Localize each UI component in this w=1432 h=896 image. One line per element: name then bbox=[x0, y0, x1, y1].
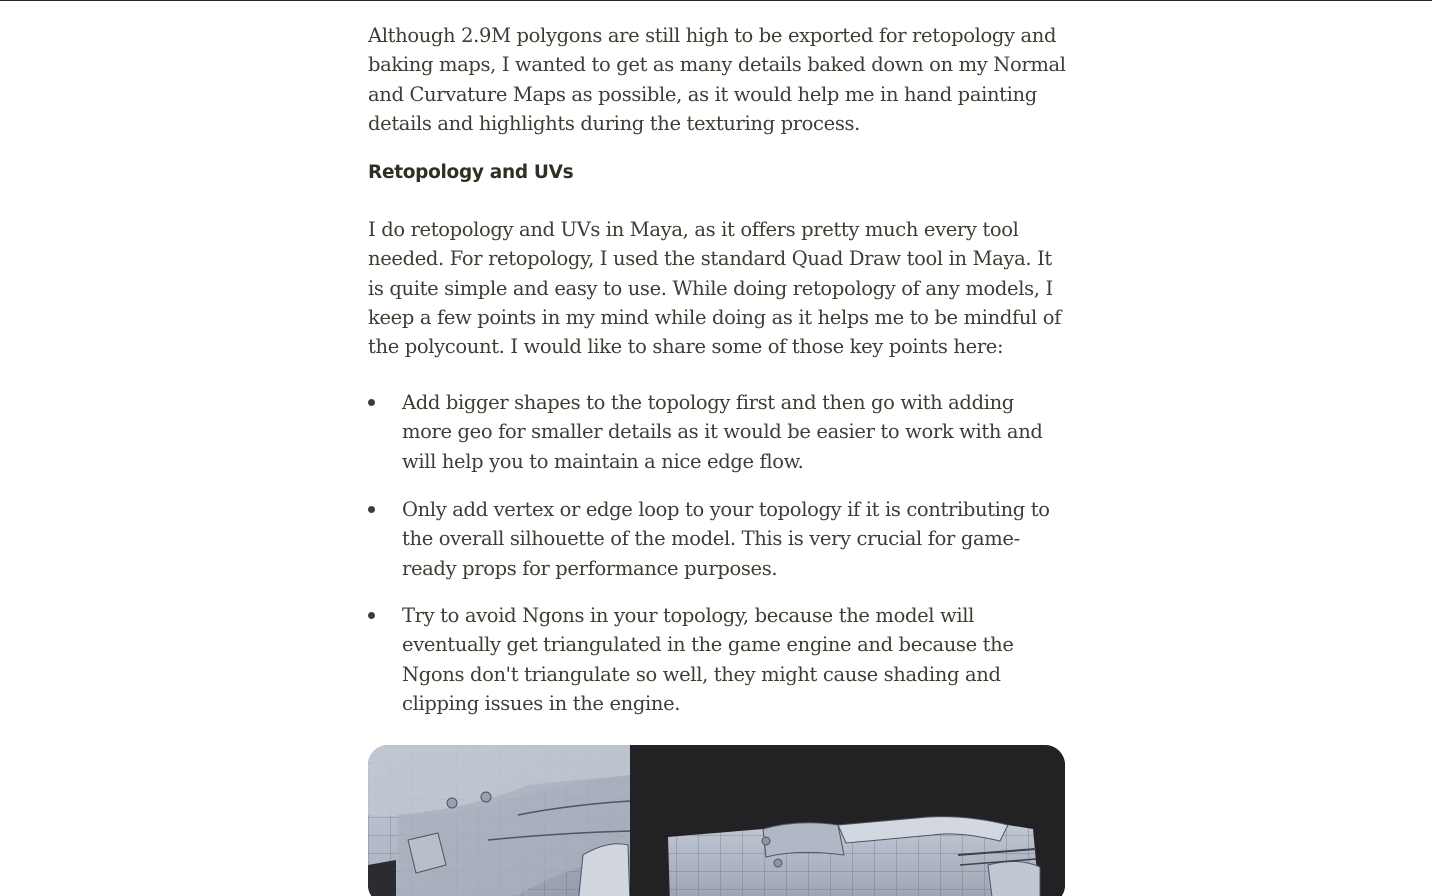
mesh-render-illustration bbox=[368, 745, 1065, 896]
list-item bbox=[368, 388, 1068, 476]
section-paragraph: I do retopology and UVs in Maya, as it offers pretty much every tool needed. For retopology, I used the standard Quad Draw tool in Maya. It is quite simple and easy to use. While doing retopology of any models, I keep a few points in my mind while doing as it helps me to be mindful of the polycount. I would like to share some of those key points here: bbox=[368, 218, 1062, 359]
bullet-icon bbox=[368, 612, 375, 619]
bullet-icon bbox=[368, 506, 375, 513]
bullet-icon bbox=[368, 399, 375, 406]
section-heading: Retopology and UVs bbox=[368, 162, 574, 183]
retopology-image bbox=[368, 745, 1065, 896]
list-item-text: Try to avoid Ngons in your topology, because the model will eventually get triangulated in the game engine and because the Ngons don't triangulate so well, they might cause shading and clipping issues in the engine. bbox=[402, 604, 1014, 715]
intro-paragraph: Although 2.9M polygons are still high to be exported for retopology and baking maps, I wanted to get as many details baked down on my Normal and Curvature Maps as possible, as it would help me in hand painting details and highlights during the texturing process. bbox=[368, 24, 1066, 135]
list-item-text: Add bigger shapes to the topology first and then go with adding more geo for smaller details as it would be easier to work with and will help you to maintain a nice edge flow. bbox=[402, 391, 1043, 473]
list-item bbox=[368, 495, 1068, 583]
list-item-text: Only add vertex or edge loop to your topology if it is contributing to the overall silhouette of the model. This is very crucial for game-ready props for performance purposes. bbox=[402, 498, 1050, 580]
list-item bbox=[368, 601, 1068, 718]
